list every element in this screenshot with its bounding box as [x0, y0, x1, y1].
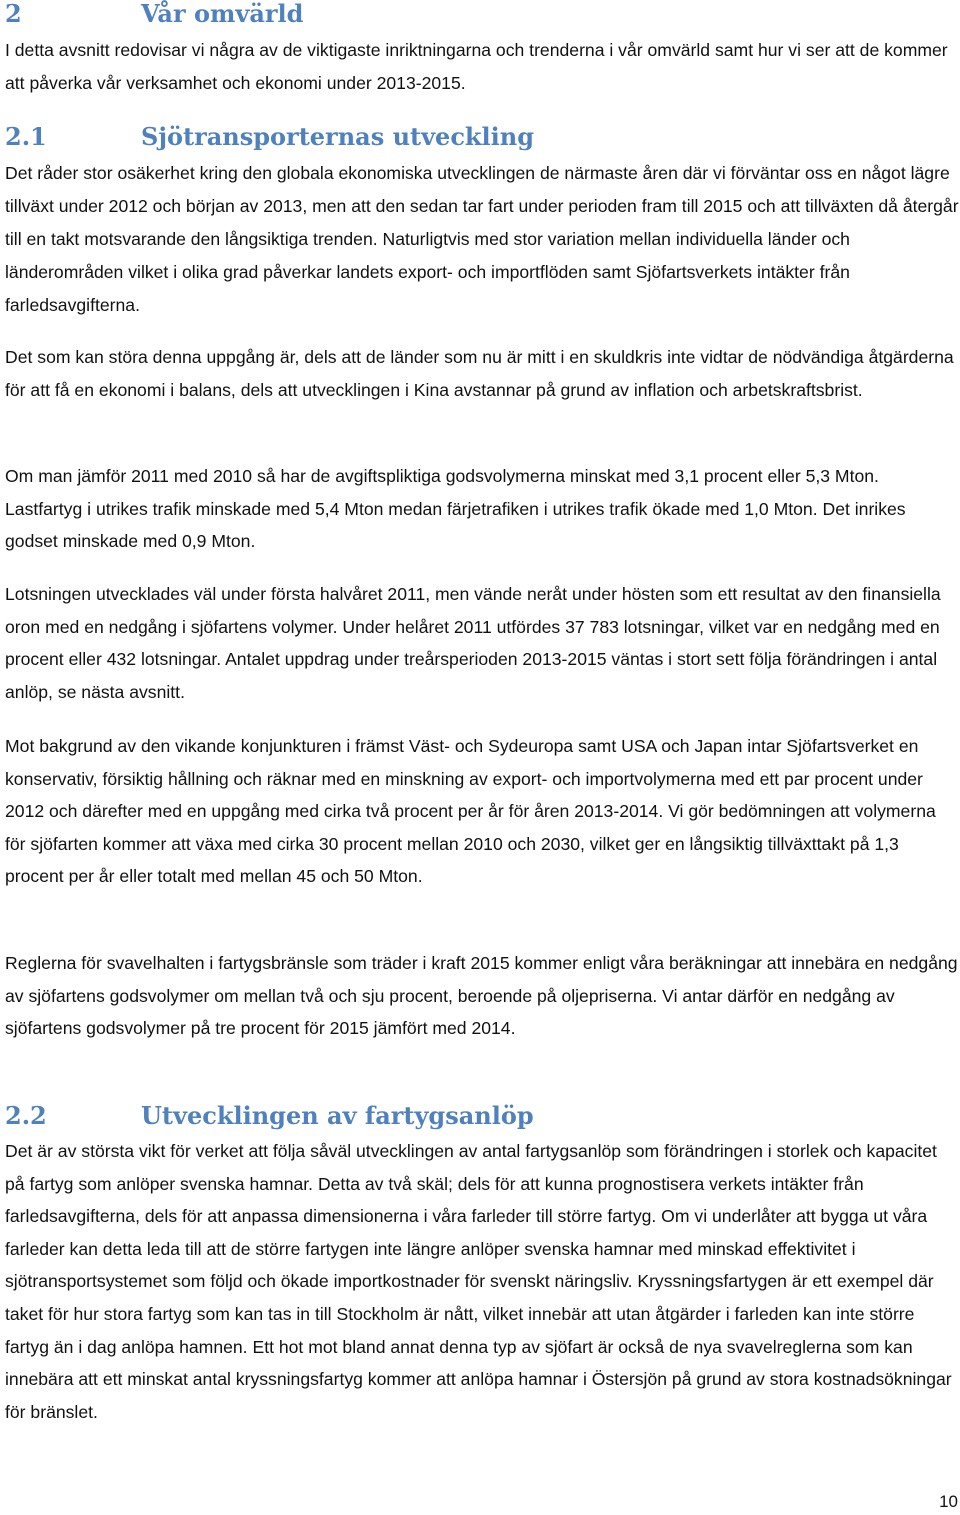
section-number: 2.1: [5, 122, 47, 151]
body-paragraph: Lotsningen utvecklades väl under första halvåret 2011, men vände neråt under hösten som ett resultat av den finansiella oron med en nedgång i sjöfartens volymer. Under helåret 2011 utfördes 37 783 lotsningar, vilket var en nedgång med en procent eller 432 lotsningar. Antalet uppdrag under treårsperioden 2013-2015 väntas i stort sett följa förändringen i antal anlöp, se nästa avsnitt.: [5, 584, 941, 702]
body-paragraph: Mot bakgrund av den vikande konjunkturen i främst Väst- och Sydeuropa samt USA och Japan intar Sjöfartsverket en konservativ, försiktig hållning och räknar med en minskning av export- och importvolymerna med ett par procent under 2012 och därefter med en uppgång med cirka två procent per år för åren 2013-2014. Vi gör bedömningen att volymerna för sjöfarten kommer att växa med cirka 30 procent mellan 2010 och 2030, vilket ger en långsiktig tillväxttakt på 1,3 procent per år eller totalt med mellan 45 och 50 Mton.: [5, 736, 936, 887]
body-paragraph: Det som kan störa denna uppgång är, dels att de länder som nu är mitt i en skuldkris inte vidtar de nödvändiga åtgärderna för att få en ekonomi i balans, dels att utvecklingen i Kina avstannar på grund av inflation och arbetskraftsbrist.: [5, 347, 954, 400]
section-number: 2.2: [5, 1101, 47, 1130]
body-paragraph: Det råder stor osäkerhet kring den globala ekonomiska utvecklingen de närmaste åren där vi förväntar oss en något lägre tillväxt under 2012 och början av 2013, men att den sedan tar fart under perioden fram till 2015 och att tillväxten då återgår till en takt motsvarande den långsiktiga trenden. Naturligtvis med stor variation mellan individuella länder och länderområden vilket i olika grad påverkar landets export- och importflöden samt Sjöfartsverkets intäkter från farledsavgifterna.: [5, 163, 959, 315]
section-heading-2-1: [5, 122, 534, 152]
section-number: 2: [5, 0, 22, 28]
section-title: Utvecklingen av fartygsanlöp: [141, 1101, 534, 1130]
section-title: Vår omvärld: [141, 0, 304, 28]
body-paragraph: Det är av största vikt för verket att följa såväl utvecklingen av antal fartygsanlöp som förändringen i storlek och kapacitet på fartyg som anlöper svenska hamnar. Detta av två skäl; dels för att kunna prognostisera verkets intäkter från farledsavgifterna, dels för att anpassa dimensionerna i våra farleder till större fartyg. Om vi underlåter att bygga ut våra farleder kan detta leda till att de större fartygen inte längre anlöper svenska hamnar med minskad effektivitet i sjötransportsystemet som följd och ökade importkostnader för svenskt näringsliv. Kryssningsfartygen är ett exempel där taket för hur stora fartyg som kan tas in till Stockholm är nått, vilket innebär att utan åtgärder i farleden kan inte större fartyg än i dag anlöpa hamnen. Ett hot mot bland annat denna typ av sjöfart är också de nya svavelreglerna som kan innebära att ett minskat antal kryssningsfartyg kommer att anlöpa hamnar i Östersjön på grund av stora kostnadsökningar för bränslet.: [5, 1141, 952, 1422]
body-paragraph: Reglerna för svavelhalten i fartygsbränsle som träder i kraft 2015 kommer enligt våra beräkningar att innebära en nedgång av sjöfartens godsvolymer om mellan två och sju procent, beroende på oljepriserna. Vi antar därför en nedgång av sjöfartens godsvolymer på tre procent för 2015 jämfört med 2014.: [5, 953, 958, 1039]
section-intro-paragraph: I detta avsnitt redovisar vi några av de viktigaste inriktningarna och trenderna i vår omvärld samt hur vi ser att de kommer att påverka vår verksamhet och ekonomi under 2013-2015.: [5, 40, 948, 93]
page-number: 10: [939, 1492, 958, 1511]
section-heading-2-2: [5, 1101, 534, 1131]
section-title: Sjötransporternas utveckling: [141, 122, 535, 151]
section-heading-2: [5, 0, 303, 28]
body-paragraph: Om man jämför 2011 med 2010 så har de avgiftspliktiga godsvolymerna minskat med 3,1 procent eller 5,3 Mton. Lastfartyg i utrikes trafik minskade med 5,4 Mton medan färjetrafiken i utrikes trafik ökade med 1,0 Mton. Det inrikes godset minskade med 0,9 Mton.: [5, 466, 906, 552]
